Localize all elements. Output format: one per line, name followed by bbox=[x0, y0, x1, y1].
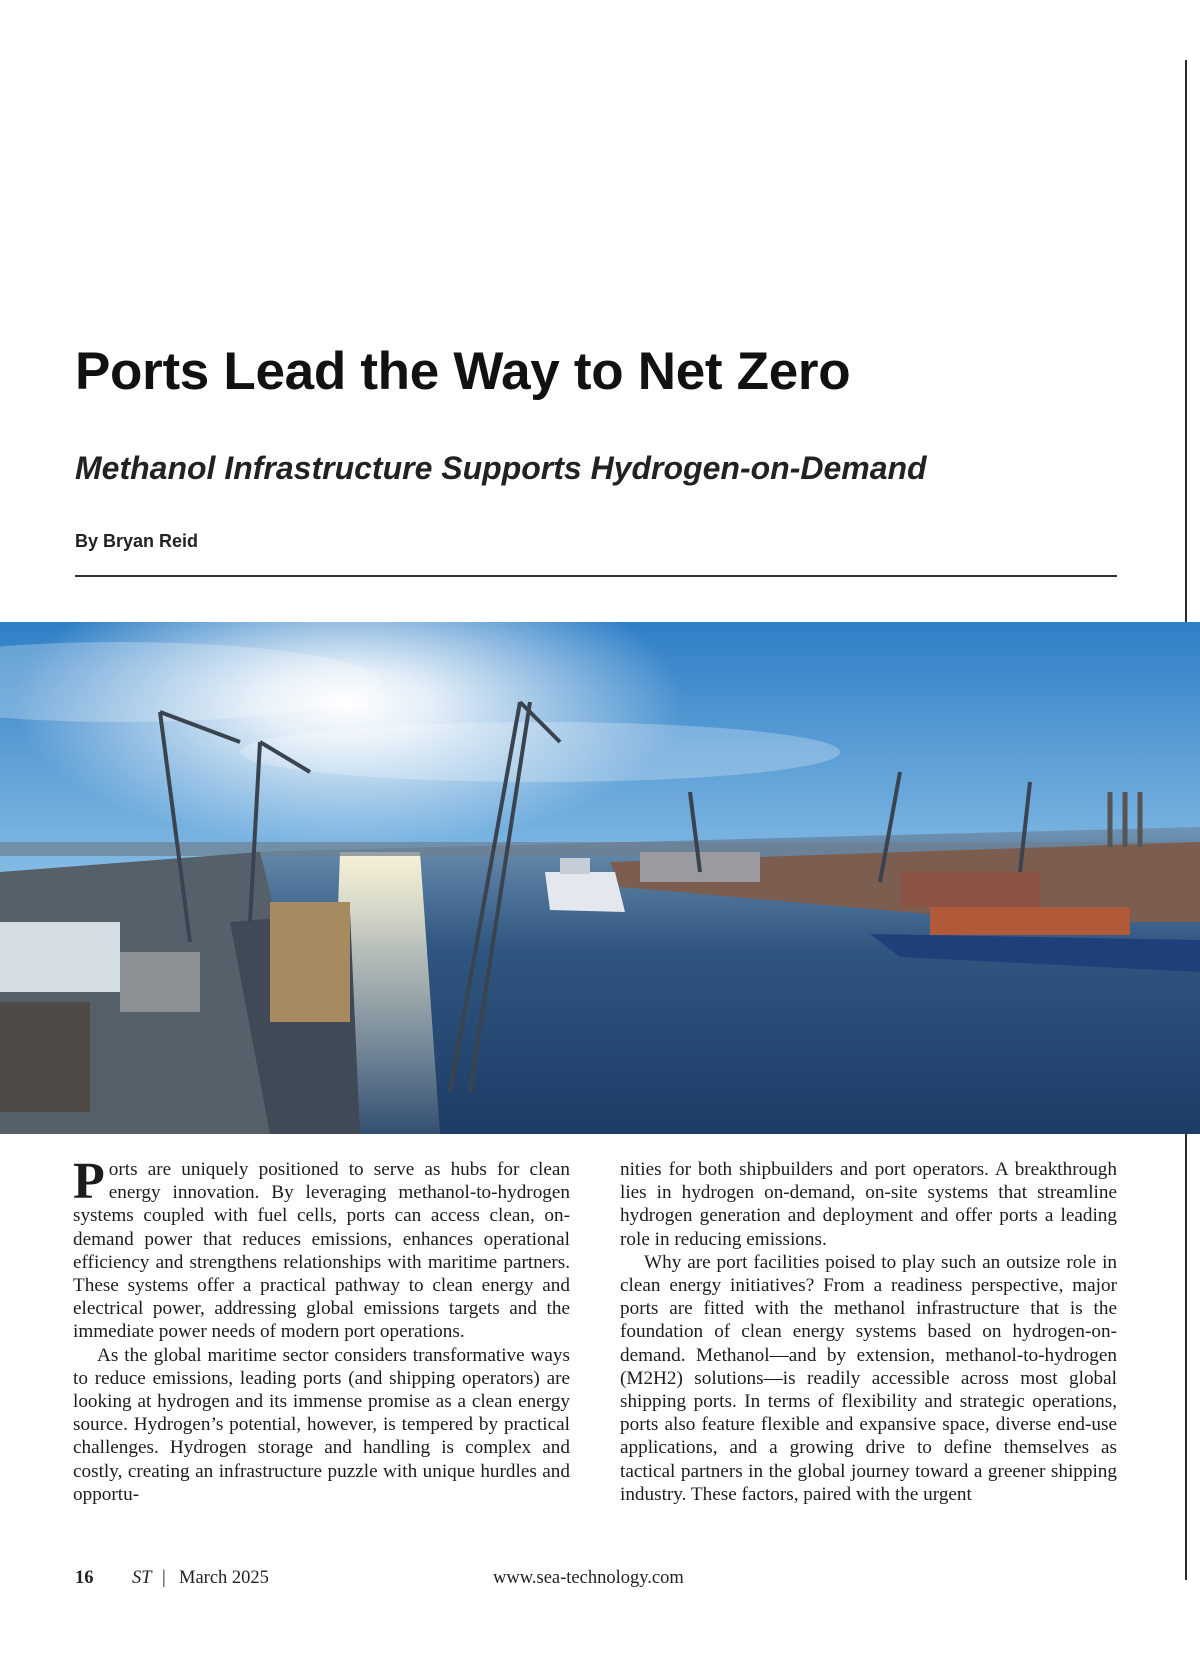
warehouse bbox=[900, 872, 1040, 907]
port-illustration bbox=[0, 622, 1200, 1134]
body-paragraph: Why are port facilities poised to play such an outsize role in clean energy initiatives? From a readiness perspective, major ports are fitted with the methanol infrastructure that is the foundation of clean energy systems based on hydrogen-on-demand. Methanol—and by extension, methanol-to-hydrogen (M2H2) solutions—is readily accessible across most global shipping ports. In terms of flexibility and strategic operations, ports also feature flexible and expansive space, diverse end-use applications, and a growing drive to define themselves as tactical partners in the global journey toward a greener shipping industry. These factors, paired with the urgent bbox=[620, 1251, 1117, 1505]
body-paragraph bbox=[73, 1153, 570, 1344]
footer-separator: | bbox=[162, 1568, 166, 1588]
article-title: Ports Lead the Way to Net Zero bbox=[75, 342, 851, 401]
drop-cap: P bbox=[73, 1153, 105, 1210]
body-column-left bbox=[73, 1153, 570, 1506]
ship-deck bbox=[930, 907, 1130, 935]
issue-date: March 2025 bbox=[179, 1568, 269, 1588]
icebreaker bbox=[545, 872, 625, 912]
ship-block bbox=[270, 902, 350, 1022]
page-footer bbox=[0, 1568, 1200, 1594]
building bbox=[120, 952, 200, 1012]
page-number: 16 bbox=[75, 1568, 94, 1588]
article-subtitle: Methanol Infrastructure Supports Hydrogen-on-Demand bbox=[75, 450, 927, 486]
icebreaker-bridge bbox=[560, 858, 590, 874]
body-paragraph: nities for both shipbuilders and port operators. A breakthrough lies in hydrogen on-demand, on-site systems that streamline hydrogen generation and deployment and offer ports a leading role in reducing emissions. bbox=[620, 1159, 1117, 1250]
building bbox=[0, 922, 120, 992]
website-link[interactable]: www.sea-technology.com bbox=[493, 1568, 684, 1588]
author-byline: By Bryan Reid bbox=[75, 531, 199, 551]
port-photo bbox=[0, 622, 1200, 1134]
body-paragraph: As the global maritime sector considers transformative ways to reduce emissions, leading ports (and shipping operators) are looking at hydrogen and its immense promise as a clean energy source. Hydrogen’s potential, however, is tempered by practical challenges. Hydrogen storage and handling is complex and costly, creating an infrastructure puzzle with unique hurdles and opportu- bbox=[73, 1344, 570, 1505]
magazine-name: ST bbox=[132, 1568, 152, 1588]
body-column-right bbox=[620, 1158, 1117, 1506]
paragraph-text: orts are uniquely positioned to serve as hubs for clean energy innovation. By leveraging methanol-to-hydrogen systems coupled with fuel cells, ports can access clean, on-demand power that reduces emissions, enhances operational efficiency and strengthens relationships with maritime partners. These systems offer a practical pathway to clean energy and electrical power, addressing global emissions targets and the immediate power needs of modern port operations. bbox=[73, 1159, 570, 1343]
building bbox=[0, 1002, 90, 1112]
byline-divider bbox=[75, 575, 1117, 577]
